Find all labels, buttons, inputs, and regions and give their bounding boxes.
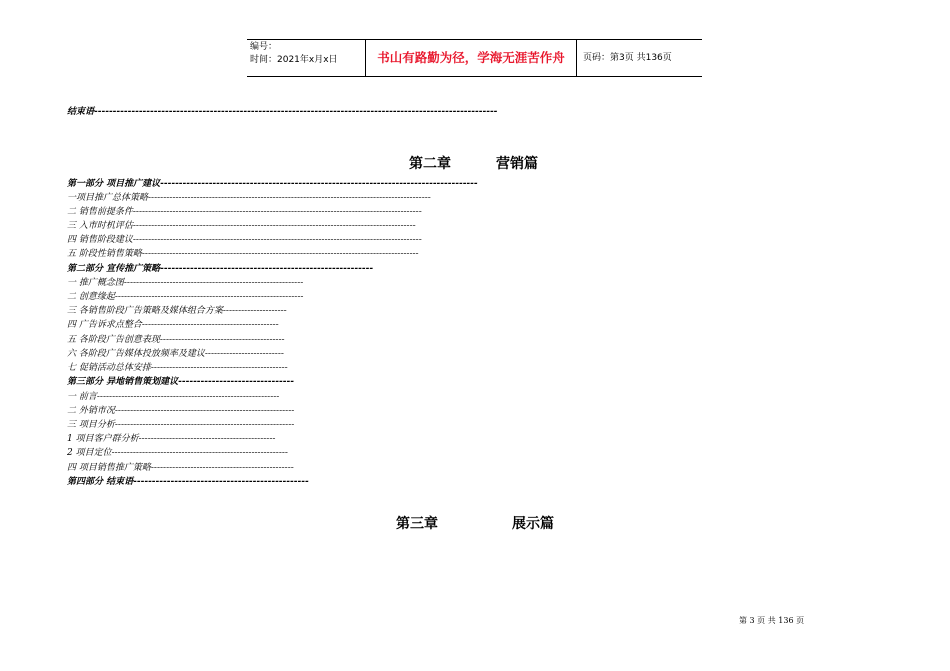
toc-part-4: 第四部分 结束语----------------------------------------------- — [67, 477, 309, 487]
page-header — [247, 39, 702, 77]
toc-item: 1 项目客户群分析--------------------------------------------- — [67, 434, 276, 444]
chapter-3-title: 展示篇 — [512, 516, 554, 532]
toc-item: 七 促销活动总体安排--------------------------------------------- — [67, 363, 288, 373]
chapter-2-title: 营销篇 — [496, 156, 538, 172]
header-code: 编号： — [250, 42, 278, 52]
toc-item: 一项目推广总体策略--------------------------------------------------------------------------------------------- — [67, 193, 431, 203]
toc-item: 三 入市时机评估--------------------------------------------------------------------------------------------- — [67, 221, 416, 231]
toc-part-2: 第二部分 宣传推广策略--------------------------------------------------------- — [67, 264, 374, 274]
toc-item: 二 销售前提条件----------------------------------------------------------------------------------------------- — [67, 207, 422, 217]
toc-item: 五 各阶段广告创意表现----------------------------------------- — [67, 335, 285, 345]
toc-item: 二 创意缘起-------------------------------------------------------------- — [67, 292, 304, 302]
toc-part-3: 第三部分 异地销售策划建议------------------------------- — [67, 377, 294, 387]
page-footer: 第 3 页 共 136 页 — [739, 616, 805, 625]
toc-item: 三 各销售阶段广告策略及媒体组合方案--------------------- — [67, 306, 287, 316]
header-time: 时间：2021年x月x日 — [250, 55, 338, 65]
header-motto: 书山有路勤为径，学海无涯苦作舟 — [365, 40, 577, 76]
toc-part-1: 第一部分 项目推广建议------------------------------------------------------------------------------------- — [67, 179, 478, 189]
toc-item: 四 项目销售推广策略----------------------------------------------- — [67, 463, 294, 473]
toc-item: 六 各阶段广告媒体投放频率及建议-------------------------- — [67, 349, 284, 359]
toc-item: 三 项目分析----------------------------------------------------------- — [67, 420, 295, 430]
header-page-info: 页码：第3页 共136页 — [583, 53, 672, 63]
toc-item: 五 阶段性销售策略------------------------------------------------------------------------------------------- — [67, 249, 419, 259]
toc-item: 一 推广概念图----------------------------------------------------------- — [67, 278, 304, 288]
chapter-2-number: 第二章 — [409, 156, 451, 172]
toc-item: 四 广告诉求点整合--------------------------------------------- — [67, 320, 279, 330]
toc-item: 二 外销市况----------------------------------------------------------- — [67, 406, 295, 416]
toc-line-conclusion: 结束语------------------------------------------------------------------------------------------------------------ — [67, 107, 498, 117]
toc-item: 2 项目定位---------------------------------------------------------- — [67, 448, 288, 458]
toc-item: 一 前言------------------------------------------------------------ — [67, 392, 280, 402]
chapter-3-number: 第三章 — [396, 516, 438, 532]
header-meta — [247, 40, 365, 76]
toc-item: 四 销售阶段建议----------------------------------------------------------------------------------------------- — [67, 235, 422, 245]
